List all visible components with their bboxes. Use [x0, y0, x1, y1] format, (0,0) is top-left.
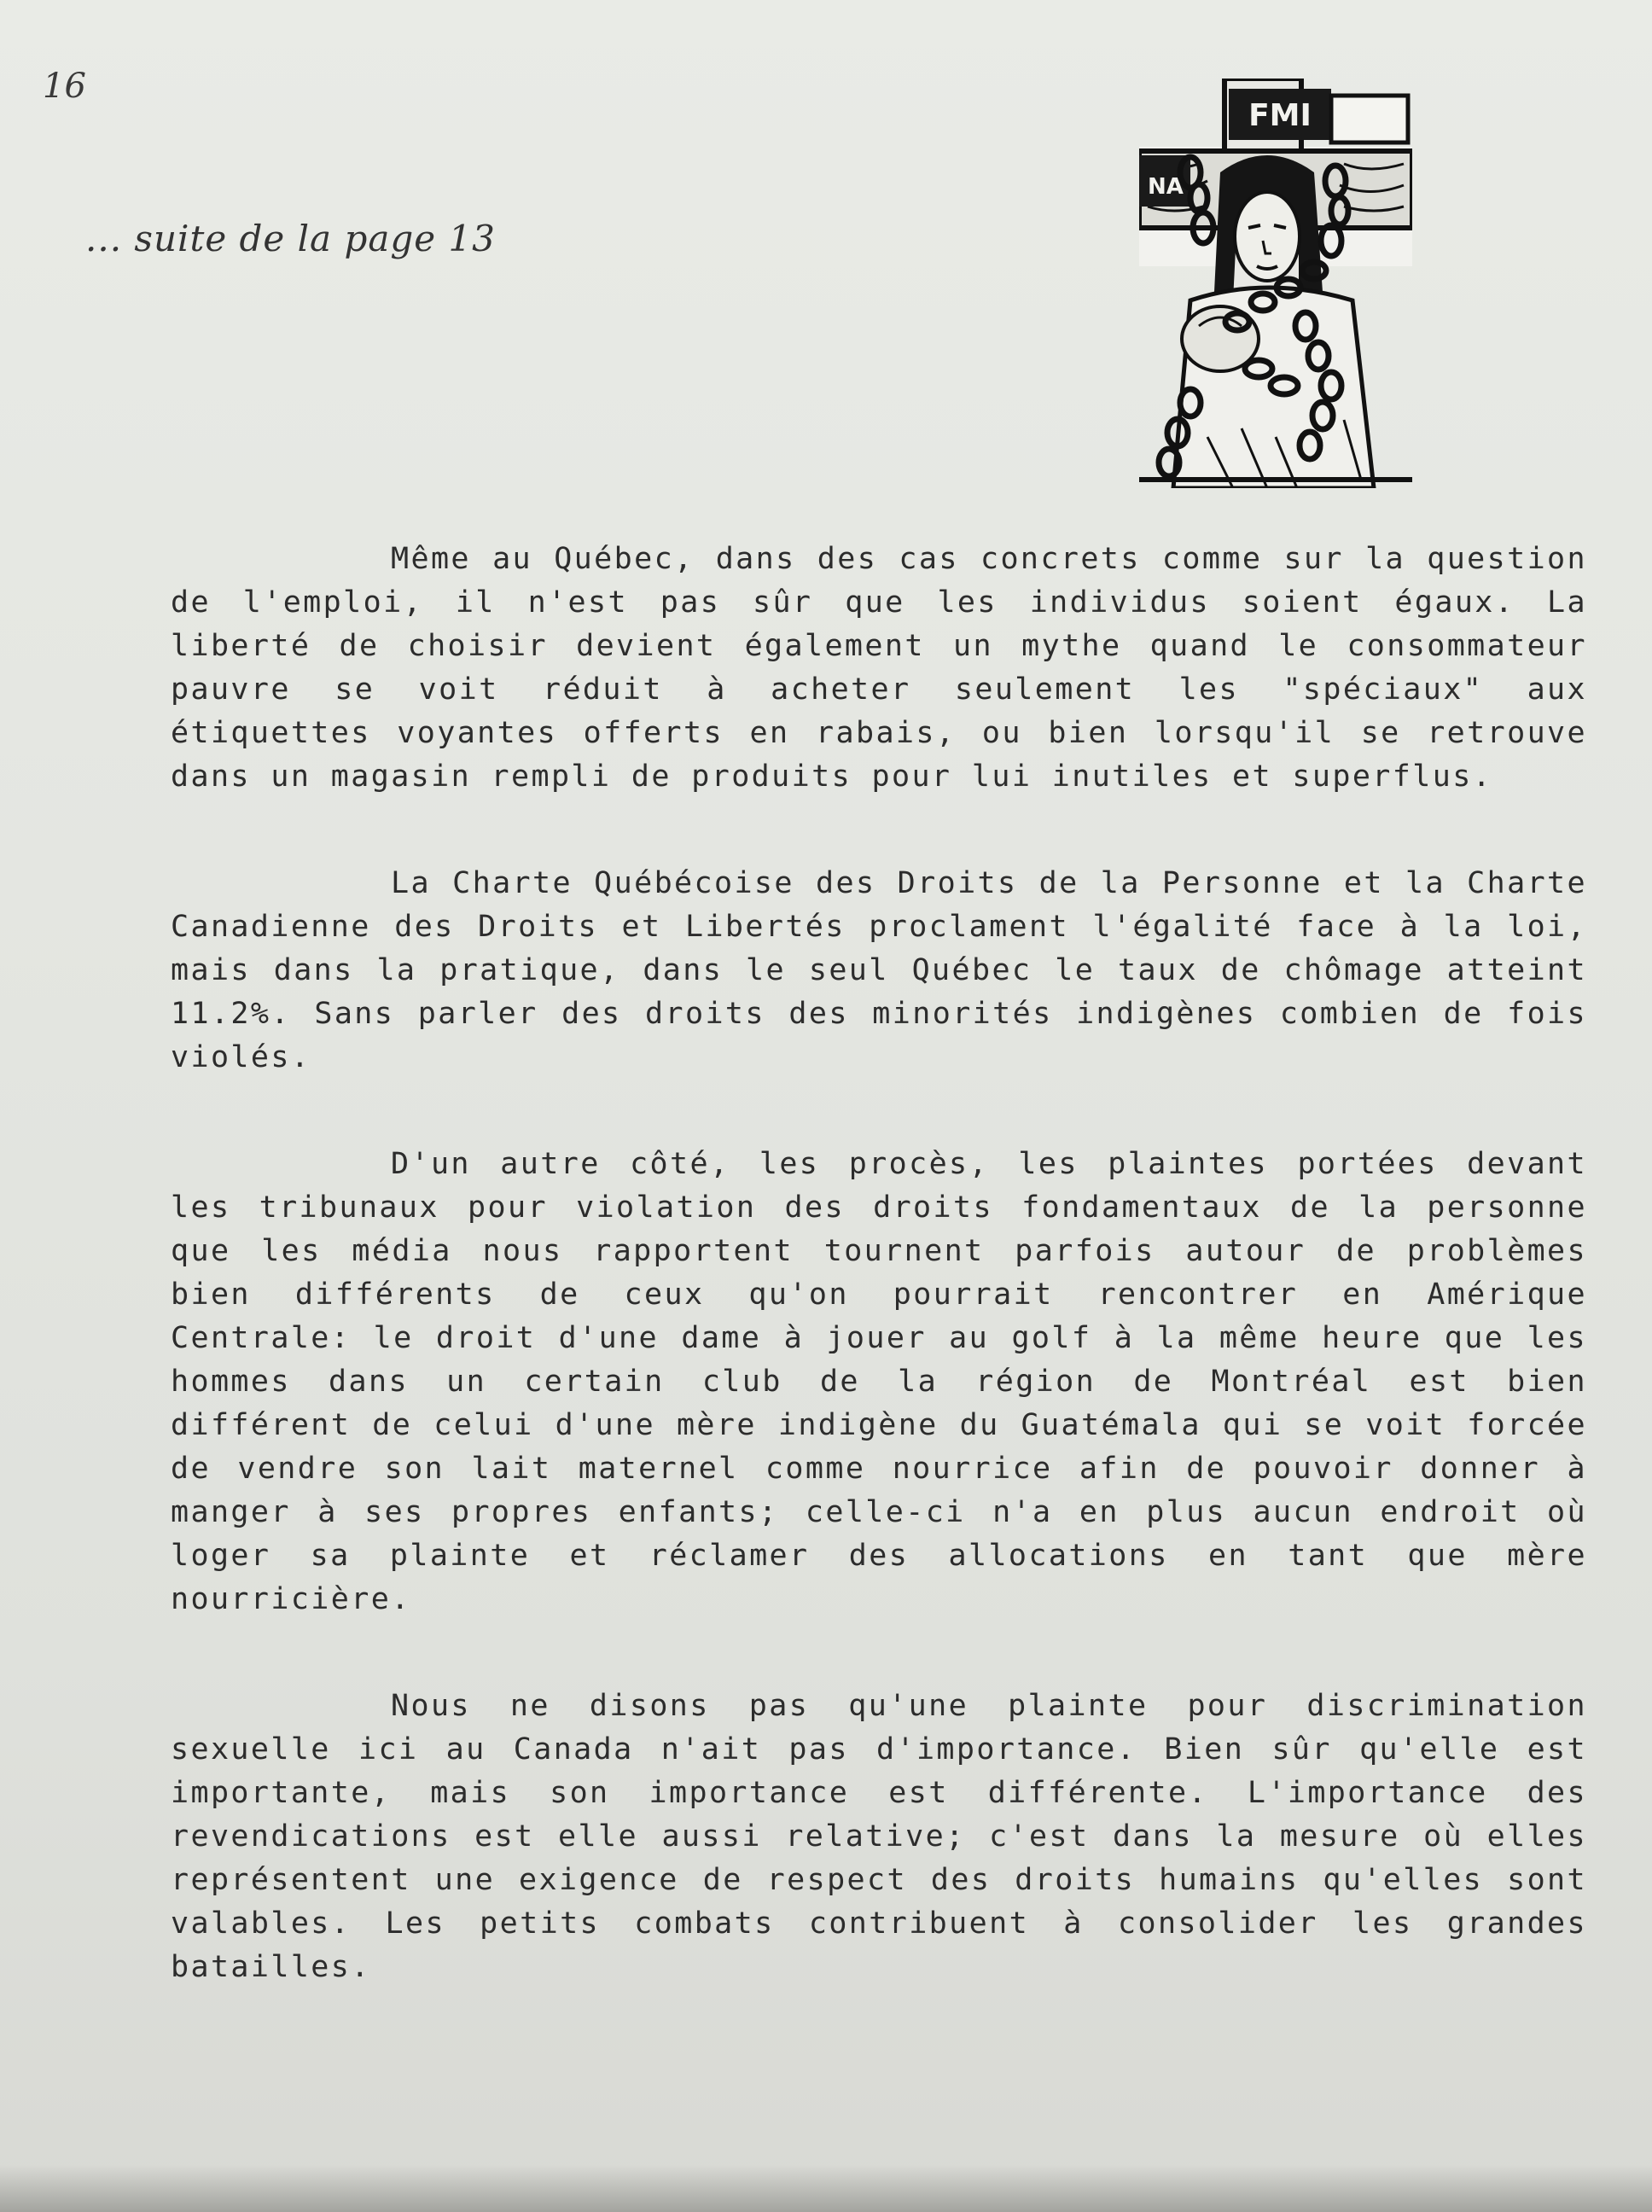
chained-woman-illustration [1139, 79, 1412, 488]
continued-from-label: ... suite de la page 13 [85, 218, 496, 259]
fmi-sign [1229, 89, 1331, 140]
article-body [171, 538, 1587, 2052]
page-edge-shadow [0, 2165, 1652, 2212]
page-number: 16 [43, 67, 86, 106]
paragraph: D'un autre côté, les procès, les plaintes portées devant les tribunaux pour violation des droits fondamentaux de la personne que les média nous rapportent tournent parfois autour de problèmes bien différents de ceux qu'on pourrait rencontrer en Amérique Centrale: le droit d'une dame à jouer au golf à la même heure que les hommes dans un certain club de la région de Montréal est bien différent de celui d'une mère indigène du Guatémala qui se voit forcée de vendre son lait maternel comme nourrice afin de pouvoir donner à manger à ses propres enfants; celle-ci n'a en plus aucun endroit où loger sa plainte et réclamer des allocations en tant que mère nourricière. [171, 1147, 1587, 1616]
paragraph: Nous ne disons pas qu'une plainte pour discrimination sexuelle ici au Canada n'ait pas d'importance. Bien sûr qu'elle est importante, mais son importance est différente. L'importance des revendications est elle aussi relative; c'est dans la mesure où elles représentent une exigence de respect des droits humains qu'elles sont valables. Les petits combats contribuent à consolider les grandes batailles. [171, 1689, 1587, 1984]
paragraph: Même au Québec, dans des cas concrets comme sur la question de l'emploi, il n'est pas sûr que les individus soient égaux. La liberté de choisir devient également un mythe quand le consommateur pauvre se voit réduit à acheter seulement les "spéciaux" aux étiquettes voyantes offerts en rabais, ou bien lorsqu'il se retrouve dans un magasin rempli de produits pour lui inutiles et superflus. [171, 542, 1587, 794]
paragraph: La Charte Québécoise des Droits de la Personne et la Charte Canadienne des Droits et Libertés proclament l'égalité face à la loi, mais dans la pratique, dans le seul Québec le taux de chômage atteint 11.2%. Sans parler des droits des minorités indigènes combien de fois violés. [171, 866, 1587, 1074]
svg-text:NA: NA [1148, 174, 1184, 200]
fmi-label: FMI [1248, 98, 1312, 133]
